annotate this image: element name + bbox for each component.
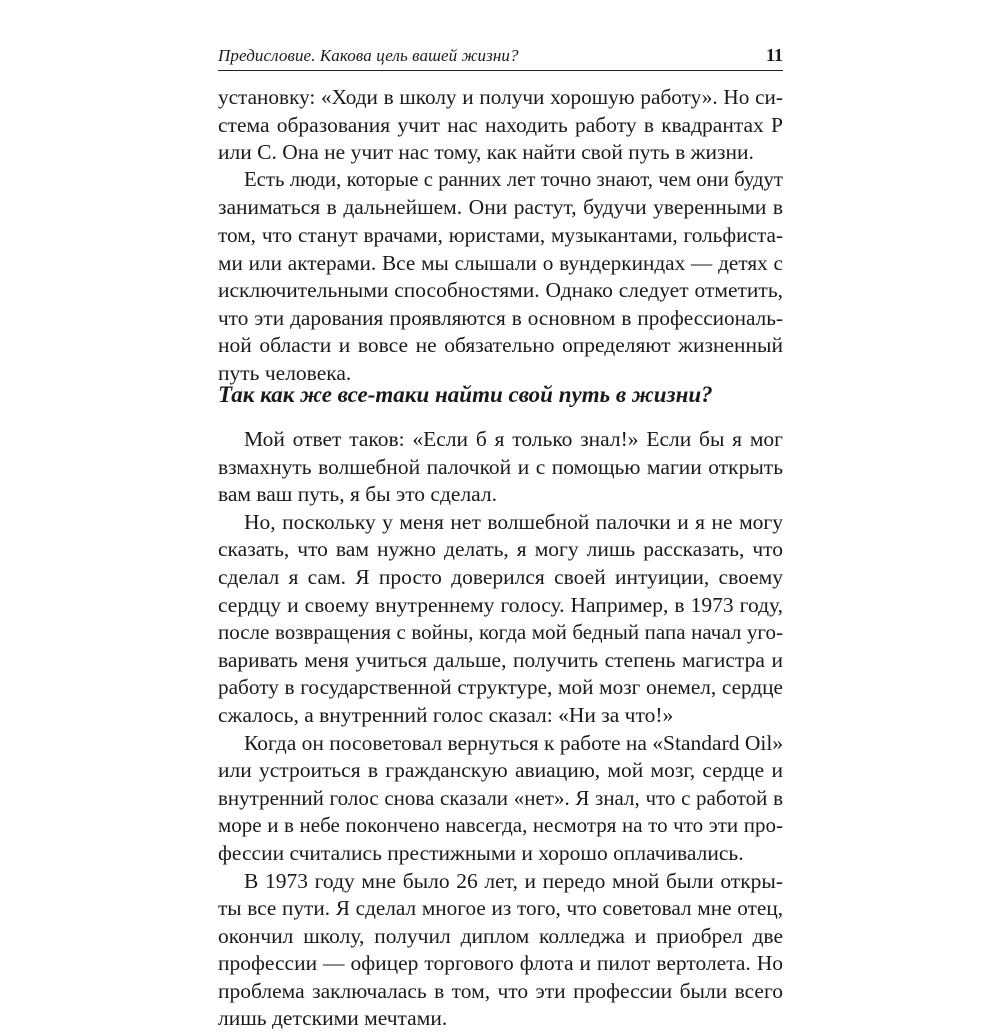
text-line: В 1973 году мне было 26 лет, и передо мной были откры- (244, 868, 783, 893)
text-line: ми или актерами. Все мы слышали о вундеркиндах — детях с (218, 250, 783, 275)
text-line: путь человека. (218, 360, 352, 385)
text-line: профессии — офицер торгового флота и пилот вертолета. Но (218, 951, 783, 976)
text-line: Мой ответ таков: «Если б я только знал!» Если бы я мог (244, 427, 783, 451)
text-line: Когда он посоветовал вернуться к работе на «Standard Oil» (244, 730, 784, 755)
text-line: стема образования учит нас находить работу в квадрантах Р (218, 112, 783, 137)
text-line: взмахнуть волшебной палочкой и с помощью магии открыть (218, 454, 783, 479)
text-line: исключительными способностями. Однако следует отметить, (218, 278, 783, 303)
text-line: или С. Она не учит нас тому, как найти свой путь в жизни. (218, 140, 754, 165)
text-line: лишь детскими мечтами. (218, 1006, 448, 1031)
text-line: сделал я сам. Я просто доверился своей интуиции, своему (218, 564, 783, 589)
text-line: фессии считались престижными и хорошо оплачивались. (218, 840, 744, 865)
text-line: проблема заключалась в том, что эти профессии были всего (218, 978, 783, 1003)
text-line: внутренний голос снова сказали «нет». Я знал, что с работой в (218, 785, 783, 810)
text-line: вам ваш путь, я бы это сделал. (218, 482, 498, 507)
text-line: сказать, что вам нужно делать, я могу лишь рассказать, что (218, 537, 783, 562)
body-text-top (218, 84, 783, 388)
section-heading: Так как же все-таки найти свой путь в жизни? (218, 382, 713, 407)
text-line: заниматься в дальнейшем. Они растут, будучи уверенными в (218, 195, 783, 220)
text-line: после возвращения с войны, когда мой бедный папа начал уго- (218, 620, 783, 645)
body-text-bottom (218, 426, 783, 1033)
text-line: или устроиться в гражданскую авиацию, мой мозг, сердце и (218, 758, 783, 783)
running-title: Предисловие. Какова цель вашей жизни? (218, 46, 519, 65)
text-line: окончил школу, получил диплом колледжа и приобрел две (218, 923, 783, 948)
text-line: что эти дарования проявляются в основном в профессиональ- (218, 305, 783, 330)
text-line: установку: «Ходи в школу и получи хорошую работу». Но си- (218, 85, 783, 109)
text-line: работу в государственной структуре, мой мозг онемел, сердце (218, 675, 783, 700)
text-line: сердцу и своему внутреннему голосу. Например, в 1973 году, (218, 592, 783, 617)
text-line: ты все пути. Я сделал многое из того, что советовал мне отец, (218, 896, 783, 921)
text-line: Но, поскольку у меня нет волшебной палочки и я не могу (244, 509, 783, 534)
text-line: Есть люди, которые с ранних лет точно знают, чем они будут (244, 168, 783, 191)
text-line: море и в небе покончено навсегда, несмотря на то что эти про- (218, 813, 783, 838)
text-line: ной области и вовсе не обязательно определяют жизненный (218, 333, 783, 358)
text-line: том, что станут врачами, юристами, музыкантами, гольфиста- (218, 222, 783, 247)
running-header (218, 44, 783, 71)
page-number: 11 (765, 45, 783, 65)
text-line: варивать меня учиться дальше, получить степень магистра и (218, 647, 783, 672)
text-line: сжалось, а внутренний голос сказал: «Ни за что!» (218, 702, 674, 727)
